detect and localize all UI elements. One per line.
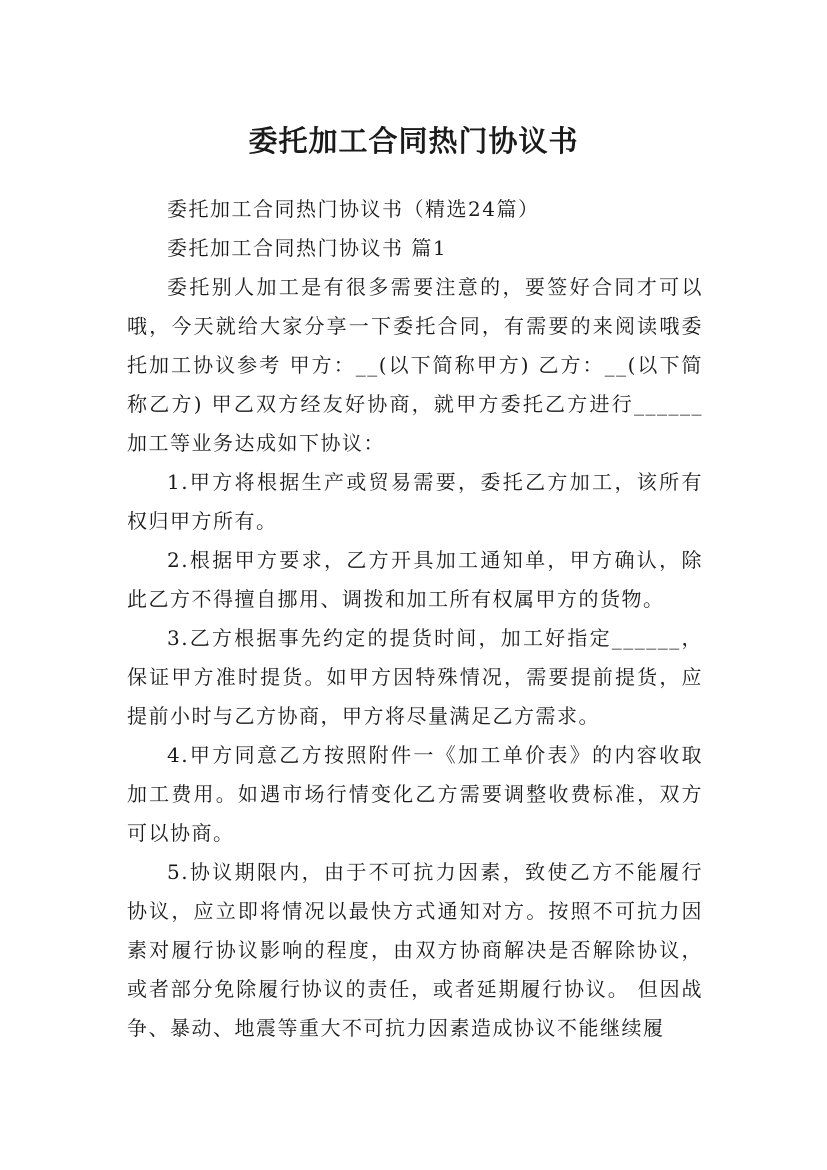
section-heading: 委托加工合同热门协议书 篇1 bbox=[167, 236, 448, 260]
document-title: 委托加工合同热门协议书 bbox=[248, 124, 579, 159]
clause-5: 5.协议期限内，由于不可抗力因素，致使乙方不能履行协议，应立即将情况以最快方式通知对方。按照不可抗力因素对履行协议影响的程度，由双方协商解决是否解除协议，或者部分免除履行协议的责任，或者延期履行协议。 但因战争、暴动、地震等重大不可抗力因素造成协议不能继续履 bbox=[127, 860, 703, 1040]
clause-3: 3.乙方根据事先约定的提货时间，加工好指定______，保证甲方准时提货。如甲方因特殊情况，需要提前提货，应提前小时与乙方协商，甲方将尽量满足乙方需求。 bbox=[127, 626, 703, 728]
intro-paragraph: 委托别人加工是有很多需要注意的，要签好合同才可以哦，今天就给大家分享一下委托合同，有需要的来阅读哦委托加工协议参考 甲方：__(以下简称甲方) 乙方：__(以下简称乙方) 甲乙双方经友好协商，就甲方委托乙方进行______加工等业务达成如下协议： bbox=[127, 275, 703, 455]
clause-2: 2.根据甲方要求，乙方开具加工通知单，甲方确认，除此乙方不得擅自挪用、调拨和加工所有权属甲方的货物。 bbox=[127, 548, 703, 611]
subtitle-line: 委托加工合同热门协议书（精选24篇） bbox=[167, 197, 540, 221]
clause-1: 1.甲方将根据生产或贸易需要，委托乙方加工，该所有权归甲方所有。 bbox=[127, 470, 703, 533]
clause-4: 4.甲方同意乙方按照附件一《加工单价表》的内容收取加工费用。如遇市场行情变化乙方需要调整收费标准，双方可以协商。 bbox=[127, 743, 703, 845]
document-body bbox=[127, 190, 703, 1048]
